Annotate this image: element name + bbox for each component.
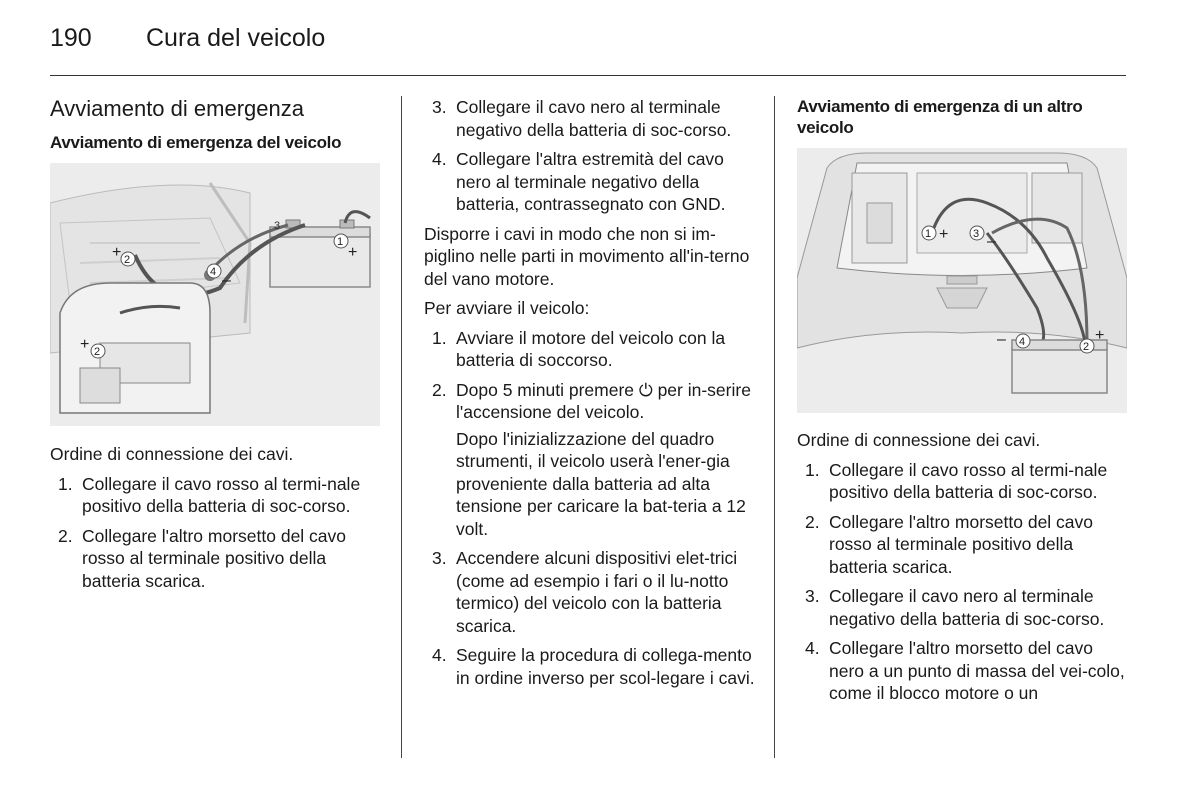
minus-sign: – (987, 233, 996, 250)
plus-sign: + (80, 336, 90, 353)
section-heading: Avviamento di emergenza (50, 96, 304, 121)
figure-label-3: 3 (274, 220, 281, 232)
figure-label-1: 1 (925, 228, 932, 240)
page-title: Cura del veicolo (146, 24, 326, 52)
figure-label-2: 2 (1083, 341, 1090, 353)
figure-label-2: 2 (94, 346, 101, 358)
minus-sign: – (222, 272, 231, 289)
jump-start-other-vehicle-illustration (797, 148, 1127, 413)
step-text: Collegare il cavo rosso al termi-nale positivo della batteria di soc-corso. (82, 473, 361, 516)
step-text: Seguire la procedura di collega-mento in ordine inverso per scol-legare i cavi. (456, 645, 755, 688)
plus-sign: + (939, 226, 949, 243)
step-text: Collegare il cavo nero al terminale negativo della batteria di soc-corso. (829, 586, 1105, 629)
minus-sign: – (997, 331, 1006, 348)
step-text: Collegare il cavo nero al terminale negativo della batteria di soc-corso. (456, 97, 732, 140)
step-number: 4. (805, 638, 820, 658)
intro-text: Ordine di connessione dei cavi. (797, 430, 1041, 450)
step-number: 4. (432, 645, 447, 665)
step-number: 2. (432, 379, 447, 400)
step-number: 4. (432, 149, 447, 169)
list-item (797, 585, 1127, 630)
column-divider-2 (774, 96, 775, 758)
start-procedure-intro: Per avviare il veicolo: (424, 298, 590, 318)
step-number: 3. (432, 97, 447, 117)
jump-start-own-vehicle-illustration (50, 163, 380, 426)
plus-sign: + (112, 244, 122, 261)
list-item (424, 327, 760, 372)
step-number: 1. (58, 473, 73, 494)
column-1 (50, 96, 380, 599)
figure-label-3: 3 (973, 228, 980, 240)
list-item (424, 547, 760, 637)
list-item (797, 459, 1127, 504)
list-item (50, 473, 380, 518)
subsection-heading-own-vehicle: Avviamento di emergenza del veicolo (50, 133, 342, 152)
list-item (797, 637, 1127, 705)
list-item (424, 379, 760, 424)
column-3 (797, 96, 1127, 712)
column-2 (424, 96, 760, 696)
step-text: Collegare l'altro morsetto del cavo rosso al terminale positivo della batteria scarica. (829, 511, 1094, 577)
list-item (424, 644, 760, 689)
step-number: 2. (805, 511, 820, 532)
step-text: Collegare l'altro morsetto del cavo rosso al terminale positivo della batteria scarica. (82, 525, 347, 591)
list-item (797, 511, 1127, 579)
step-text: Accendere alcuni dispositivi elet-trici (come ad esempio i fari o il lu-notto termico) del veicolo con la batteria scarica. (456, 548, 738, 636)
step-number: 2. (58, 525, 73, 546)
plus-sign: + (348, 244, 358, 261)
step-text: Collegare l'altra estremità del cavo nero al terminale negativo della batteria, contrassegnato con GND. (456, 149, 726, 214)
plus-sign: + (1095, 327, 1105, 344)
start-steps-list-2 (424, 547, 760, 689)
header-rule (50, 75, 1126, 76)
figure-label-1: 1 (337, 236, 344, 248)
connection-steps-list (797, 459, 1127, 705)
connection-steps-continued (424, 96, 760, 216)
list-item (424, 96, 760, 141)
figure-label-4: 4 (210, 266, 217, 278)
step-number: 3. (432, 548, 447, 568)
step-text: Dopo 5 minuti premere ⏻ per in-serire l'accensione del veicolo. (456, 379, 751, 422)
connection-steps-list (50, 473, 380, 593)
subsection-heading-other-vehicle: Avviamento di emergenza di un altro veicolo (797, 97, 1083, 137)
cable-routing-note: Disporre i cavi in modo che non si im-piglino nelle parti in movimento all'in-terno del vano motore. (424, 223, 750, 289)
step-number: 1. (432, 327, 447, 348)
step-number: 1. (805, 459, 820, 480)
step-note: Dopo l'inizializzazione del quadro strumenti, il veicolo userà l'ener-gia proveniente dalla batteria ad alta tensione per caricare la bat-teria a 12 volt. (456, 428, 746, 539)
start-steps-list (424, 327, 760, 424)
intro-text: Ordine di connessione dei cavi. (50, 444, 294, 464)
list-item (50, 525, 380, 593)
figure-label-2: 2 (124, 254, 131, 266)
column-divider-1 (401, 96, 402, 758)
step-text: Avviare il motore del veicolo con la batteria di soccorso. (456, 327, 726, 370)
list-item (424, 148, 760, 216)
step-text: Collegare il cavo rosso al termi-nale positivo della batteria di soc-corso. (829, 459, 1108, 502)
step-text: Collegare l'altro morsetto del cavo nero a un punto di massa del vei-colo, come il blocco motore o un (829, 638, 1125, 703)
step-number: 3. (805, 586, 820, 606)
page-number: 190 (50, 24, 92, 52)
figure-label-4: 4 (1019, 336, 1026, 348)
